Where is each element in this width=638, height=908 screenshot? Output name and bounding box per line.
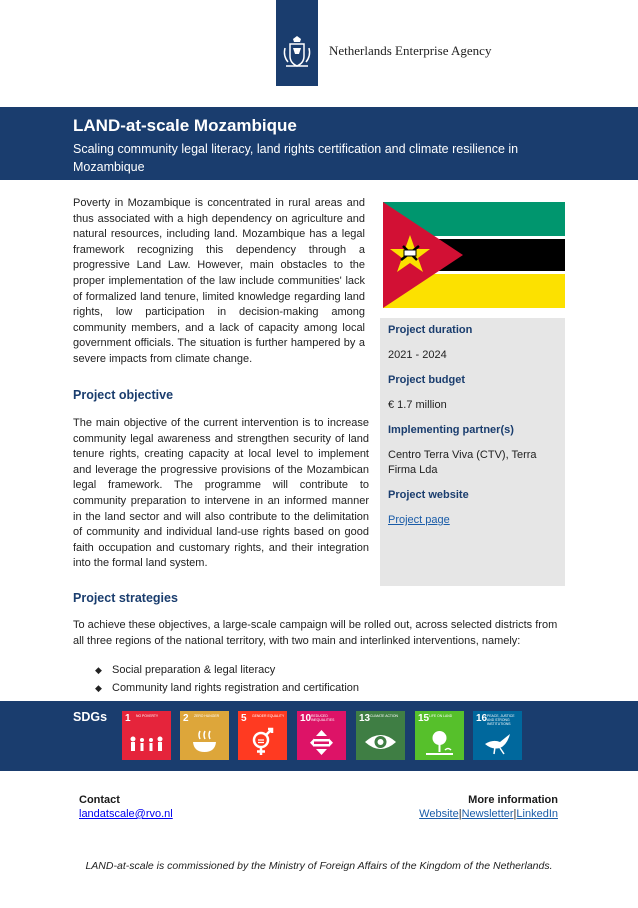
sdg-15-tile: 15 LIFE ON LAND <box>415 711 464 760</box>
strategies-paragraph: To achieve these objectives, a large-scale campaign will be rolled out, across selected districts from all three regions of the national territory, with two main and interlinked interventions, namely: <box>73 619 558 647</box>
commission-credit: LAND-at-scale is commissioned by the Ministry of Foreign Affairs of the Kingdom of the Netherlands. <box>85 860 553 872</box>
duration-value: 2021 - 2024 <box>388 349 447 361</box>
sdg-2-tile: 2 ZERO HUNGER <box>180 711 229 760</box>
list-item: ◆ Social preparation & legal literacy <box>95 661 359 679</box>
partners-value: Centro Terra Viva (CTV), Terra Firma Lda <box>388 449 537 476</box>
dove-icon <box>473 711 522 760</box>
title-band <box>0 107 638 180</box>
people-icon <box>122 711 171 760</box>
contact-email-link[interactable]: landatscale@rvo.nl <box>79 808 173 820</box>
mozambique-flag <box>383 202 565 308</box>
tree-icon <box>415 711 464 760</box>
list-item: ◆ Community land rights registration and certification <box>95 679 359 697</box>
diamond-bullet-icon: ◆ <box>95 665 102 675</box>
reduced-inequalities-icon <box>297 711 346 760</box>
bowl-icon <box>180 711 229 760</box>
website-link[interactable]: Website <box>419 808 459 820</box>
agency-name: Netherlands Enterprise Agency <box>329 43 492 58</box>
sdg-band <box>0 701 638 771</box>
page-title: LAND-at-scale Mozambique <box>73 116 297 135</box>
sdg-5-tile: 5 GENDER EQUALITY <box>238 711 287 760</box>
budget-value: € 1.7 million <box>388 399 447 411</box>
gender-equality-icon <box>238 711 287 760</box>
more-info-label: More information <box>468 794 558 806</box>
linkedin-link[interactable]: LinkedIn <box>516 808 558 820</box>
sdg-1-tile: 1 NO POVERTY <box>122 711 171 760</box>
sdg-16-tile: 16 PEACE, JUSTICE AND STRONG INSTITUTIONS <box>473 711 522 760</box>
project-page-link[interactable]: Project page <box>388 514 450 526</box>
diamond-bullet-icon: ◆ <box>95 683 102 693</box>
budget-label: Project budget <box>388 374 466 386</box>
strategies-list <box>95 661 359 697</box>
sdg-13-tile: 13 CLIMATE ACTION <box>356 711 405 760</box>
objective-paragraph: The main objective of the current intervention is to increase community legal awareness and strengthen security of land tenure rights, creating capacity at local level to implement and leverage the progressive provisions of the Mozambican legal framework. The programme will contribute to community preparation to intervene in an informed manner in the land sector and will also contribute to the delimitation of community and individual land-use rights based on good faith occupation and customary rights, and their integration into the formal land system. <box>73 417 369 570</box>
sdg-label: SDGs <box>73 710 108 724</box>
intro-paragraph: Poverty in Mozambique is concentrated in rural areas and thus associated with a high dependency on agriculture and natural resources, including land. Mozambique has a legal framework recognizing this dependency through a progressive Land Law. However, main obstacles to the proper implementation of the law include communities' lack of formalized land tenure, limited knowledge regarding land rights, low participation in decision-making among community members, and a lack of capacity among local government officials. The situation is further hampered by a severe impacts from climate change. <box>73 197 365 365</box>
strategies-heading: Project strategies <box>73 591 178 605</box>
agency-logo <box>276 0 318 86</box>
sdg-10-tile: 10 REDUCED INEQUALITIES <box>297 711 346 760</box>
objective-heading: Project objective <box>73 388 174 402</box>
page-subtitle: Scaling community legal literacy, land rights certification and climate resilience in Mozambique <box>73 142 519 174</box>
website-label: Project website <box>388 489 469 501</box>
contact-label: Contact <box>79 794 120 806</box>
newsletter-link[interactable]: Newsletter <box>461 808 514 820</box>
duration-label: Project duration <box>388 324 473 336</box>
coat-of-arms-icon <box>282 36 312 68</box>
partners-label: Implementing partner(s) <box>388 424 514 436</box>
eye-globe-icon <box>356 711 405 760</box>
more-info-links: Website|Newsletter|LinkedIn <box>419 808 558 820</box>
project-info-box <box>380 318 565 586</box>
